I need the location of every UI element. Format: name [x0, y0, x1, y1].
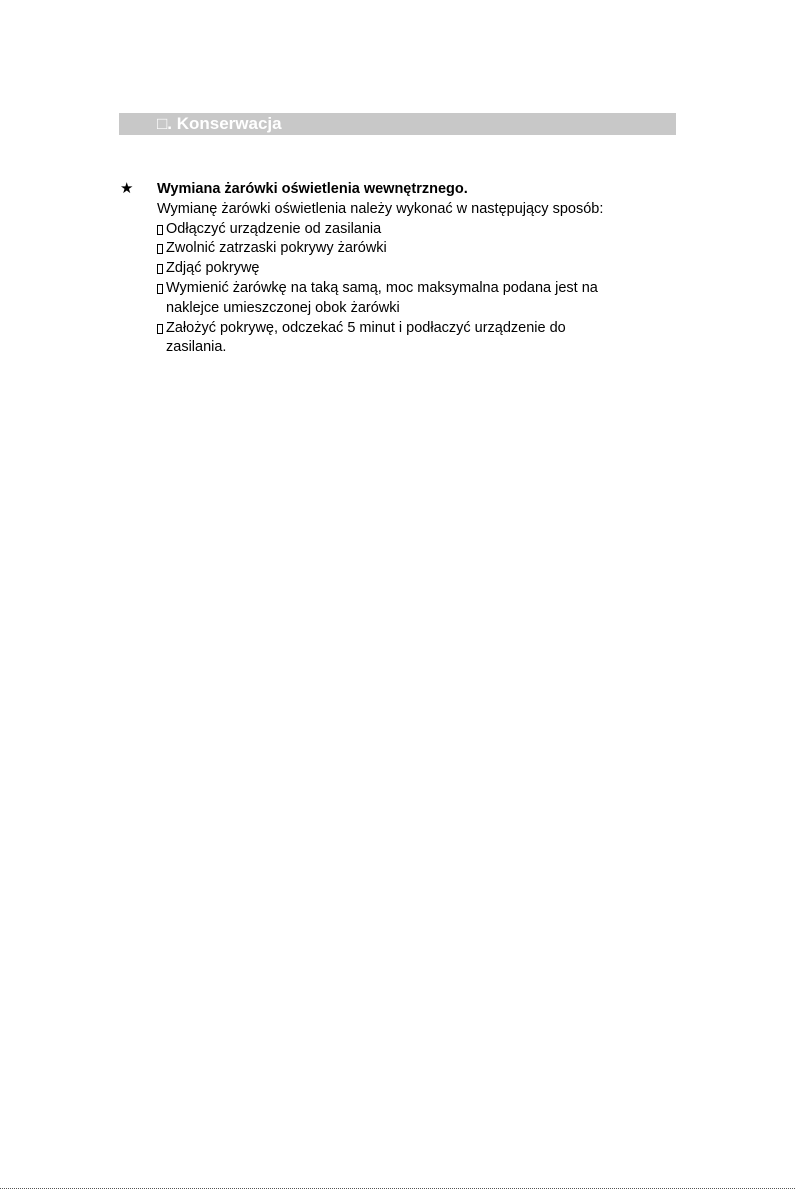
step-item: [157, 279, 677, 319]
topic-heading: Wymiana żarówki oświetlenia wewnętrznego.: [157, 181, 468, 197]
step-item: [157, 319, 677, 359]
section-header-bar: [119, 113, 676, 135]
step-text-continuation: naklejce umieszczonej obok żarówki: [166, 299, 400, 316]
step-marker-icon: [157, 244, 163, 254]
step-text: Zwolnić zatrzaski pokrywy żarówki: [166, 240, 387, 257]
step-text: Zdjąć pokrywę: [166, 260, 260, 277]
step-text: Odłączyć urządzenie od zasilania: [166, 220, 382, 237]
page-bottom-edge: [0, 1188, 795, 1189]
step-text-continuation: zasilania.: [166, 339, 227, 356]
step-marker-icon: [157, 225, 163, 235]
step-item: [157, 239, 677, 259]
step-item: [157, 220, 677, 240]
step-marker-icon: [157, 284, 163, 294]
star-icon: ★: [120, 180, 134, 197]
step-text: Założyć pokrywę, odczekać 5 minut i podłaczyć urządzenie do: [166, 319, 566, 336]
step-marker-icon: [157, 264, 163, 274]
step-marker-icon: [157, 324, 163, 334]
steps-list: [157, 220, 677, 359]
section-title: □. Konserwacja: [157, 114, 282, 133]
step-text: Wymienić żarówkę na taką samą, moc maksymalna podana jest na: [166, 279, 598, 296]
step-item: [157, 259, 677, 279]
topic-intro: Wymianę żarówki oświetlenia należy wykonać w następujący sposób:: [157, 200, 604, 217]
maintenance-instructions: [157, 180, 677, 358]
